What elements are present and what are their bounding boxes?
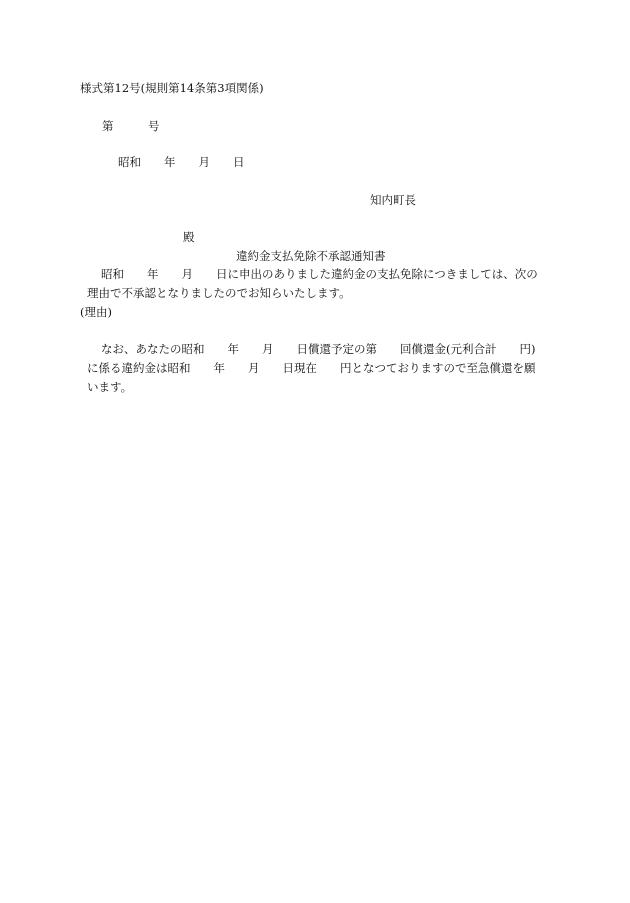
form-header: 様式第12号(規則第14条第3項関係) bbox=[80, 81, 264, 95]
document-title: 違約金支払免除不承認通知書 bbox=[236, 249, 386, 263]
reason-label: (理由) bbox=[80, 305, 112, 319]
addressee-suffix: 殿 bbox=[183, 230, 195, 244]
notice-line-3: います。 bbox=[87, 380, 133, 394]
issuer-name: 知内町長 bbox=[370, 193, 416, 207]
notice-line-1: なお、あなたの昭和 年 月 日償還予定の第 回償還金(元利合計 円) bbox=[101, 342, 536, 356]
body-line-2: 理由で不承認となりましたのでお知らいたします。 bbox=[87, 286, 351, 300]
document-number: 第 号 bbox=[102, 119, 160, 133]
body-line-1: 昭和 年 月 日に申出のありました違約金の支払免除につきましては、次の bbox=[101, 267, 538, 281]
notice-line-2: に係る違約金は昭和 年 月 日現在 円となつておりますので至急償還を願 bbox=[87, 361, 536, 375]
date-line: 昭和 年 月 日 bbox=[118, 155, 245, 169]
